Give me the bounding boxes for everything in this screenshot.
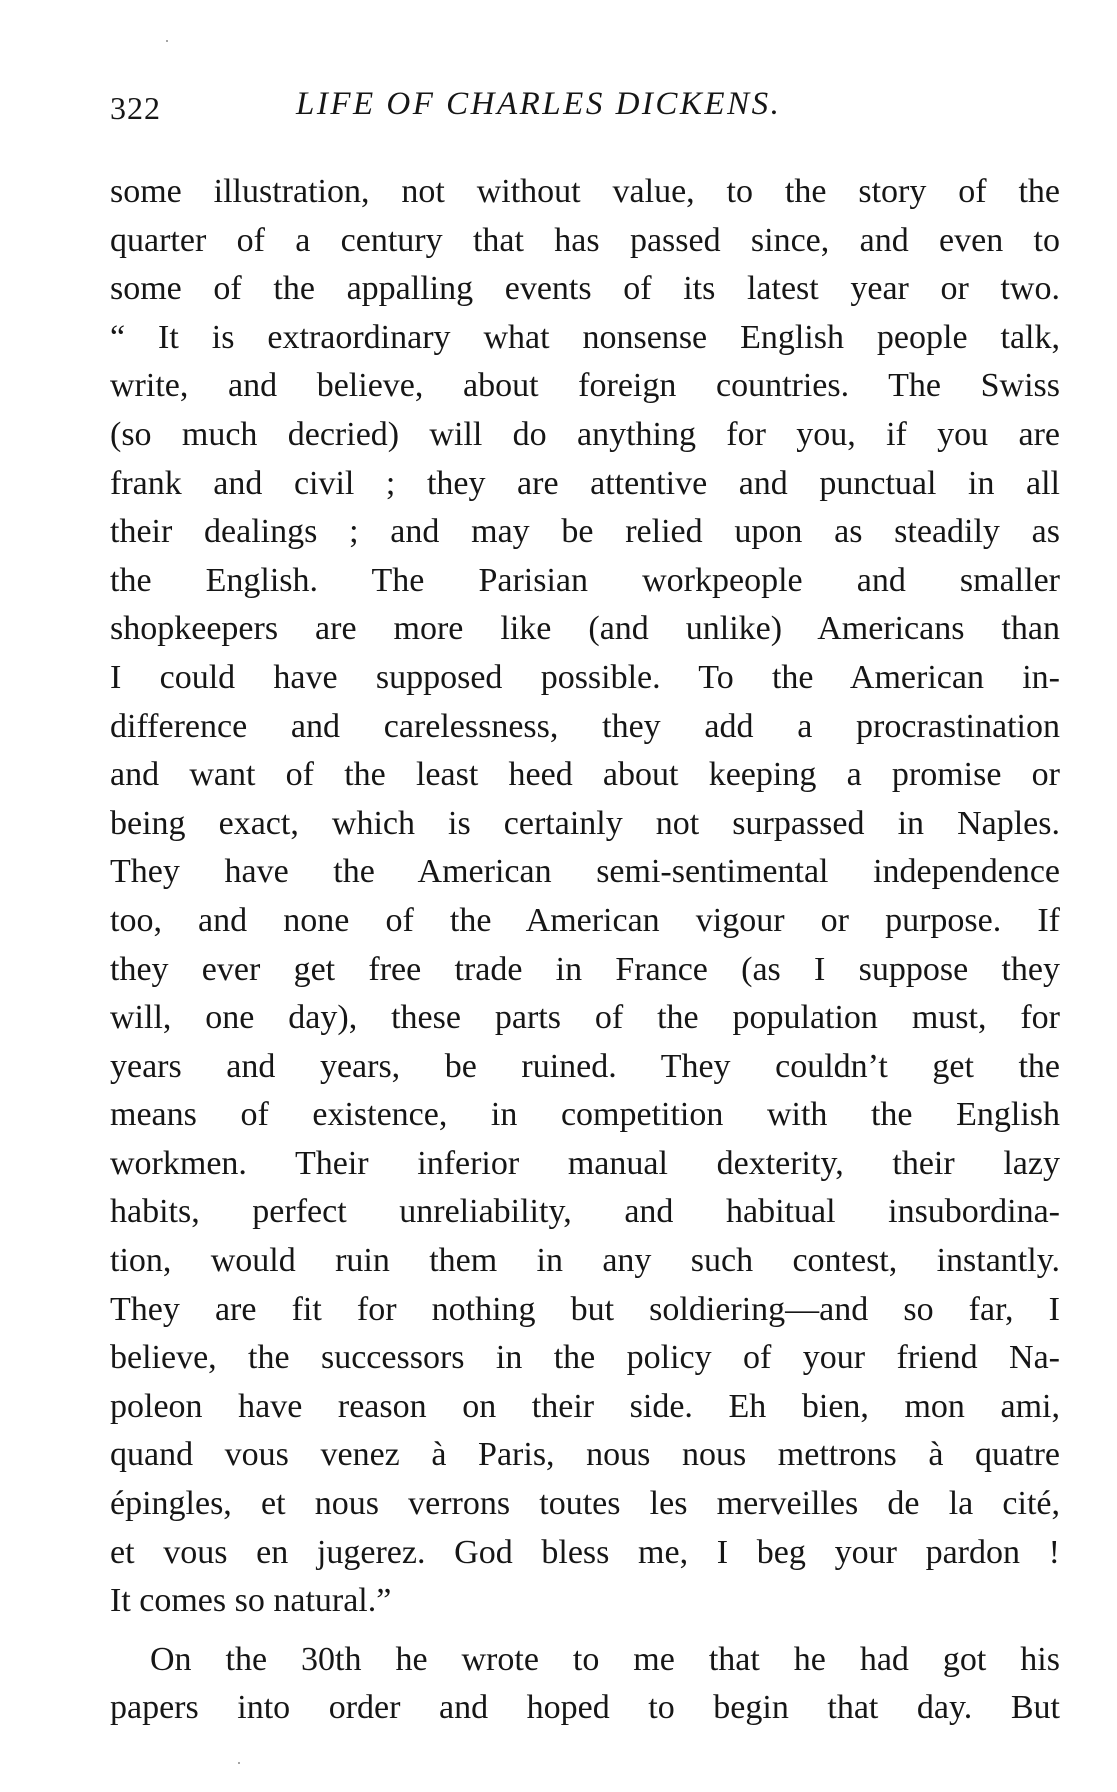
text-line: too, and none of the American vigour or purpose. If bbox=[110, 901, 1060, 939]
text-line: years and years, be ruined. They couldn’t get the bbox=[110, 1047, 1060, 1085]
text-line: I could have supposed possible. To the American in- bbox=[110, 658, 1060, 696]
running-title: LIFE OF CHARLES DICKENS. bbox=[296, 86, 782, 122]
text-line: shopkeepers are more like (and unlike) Americans than bbox=[110, 610, 1060, 648]
text-line: believe, the successors in the policy of your friend Na- bbox=[110, 1339, 1060, 1377]
text-line: some illustration, not without value, to the story of the bbox=[110, 173, 1060, 210]
text-line: some of the appalling events of its latest year or two. bbox=[110, 270, 1060, 308]
text-line: and want of the least heed about keeping a promise or bbox=[110, 756, 1060, 794]
paragraph bbox=[110, 1636, 1060, 1733]
text-line: habits, perfect unreliability, and habitual insubordina- bbox=[110, 1193, 1060, 1231]
text-line: quarter of a century that has passed since, and even to bbox=[110, 221, 1060, 259]
body-text bbox=[110, 168, 1060, 1733]
text-line: means of existence, in competition with the English bbox=[110, 1096, 1060, 1134]
text-line: They have the American semi-sentimental independence bbox=[110, 853, 1060, 891]
paragraph bbox=[110, 168, 1060, 1626]
paragraph-gap bbox=[110, 1626, 1060, 1636]
text-line: It comes so natural.” bbox=[110, 1582, 392, 1620]
text-line: They are fit for nothing but soldiering—and so far, I bbox=[110, 1290, 1060, 1328]
paper-speck bbox=[166, 40, 168, 42]
text-line: poleon have reason on their side. Eh bien, mon ami, bbox=[110, 1387, 1060, 1425]
text-line: write, and believe, about foreign countries. The Swiss bbox=[110, 367, 1060, 405]
paper-speck bbox=[238, 1762, 240, 1764]
text-line: being exact, which is certainly not surpassed in Naples. bbox=[110, 804, 1060, 842]
text-line: papers into order and hoped to begin that day. But bbox=[110, 1689, 1060, 1727]
text-line: On the 30th he wrote to me that he had got his bbox=[150, 1640, 1060, 1678]
page-number: 322 bbox=[110, 90, 161, 126]
text-line: workmen. Their inferior manual dexterity, their lazy bbox=[110, 1144, 1060, 1182]
text-line: frank and civil ; they are attentive and punctual in all bbox=[110, 464, 1060, 502]
text-line: will, one day), these parts of the population must, for bbox=[110, 999, 1060, 1037]
text-line: quand vous venez à Paris, nous nous mettrons à quatre bbox=[110, 1436, 1060, 1474]
text-line: their dealings ; and may be relied upon as steadily as bbox=[110, 513, 1060, 551]
page-header bbox=[110, 86, 1060, 130]
text-line: épingles, et nous verrons toutes les merveilles de la cité, bbox=[110, 1485, 1060, 1523]
text-line: the English. The Parisian workpeople and smaller bbox=[110, 561, 1060, 599]
text-line: tion, would ruin them in any such contest, instantly. bbox=[110, 1242, 1060, 1280]
text-line: difference and carelessness, they add a procrastination bbox=[110, 707, 1060, 745]
text-line: et vous en jugerez. God bless me, I beg your pardon ! bbox=[110, 1533, 1060, 1571]
text-line: “ It is extraordinary what nonsense English people talk, bbox=[110, 318, 1060, 356]
text-line: they ever get free trade in France (as I suppose they bbox=[110, 950, 1060, 988]
text-line: (so much decried) will do anything for you, if you are bbox=[110, 415, 1060, 453]
